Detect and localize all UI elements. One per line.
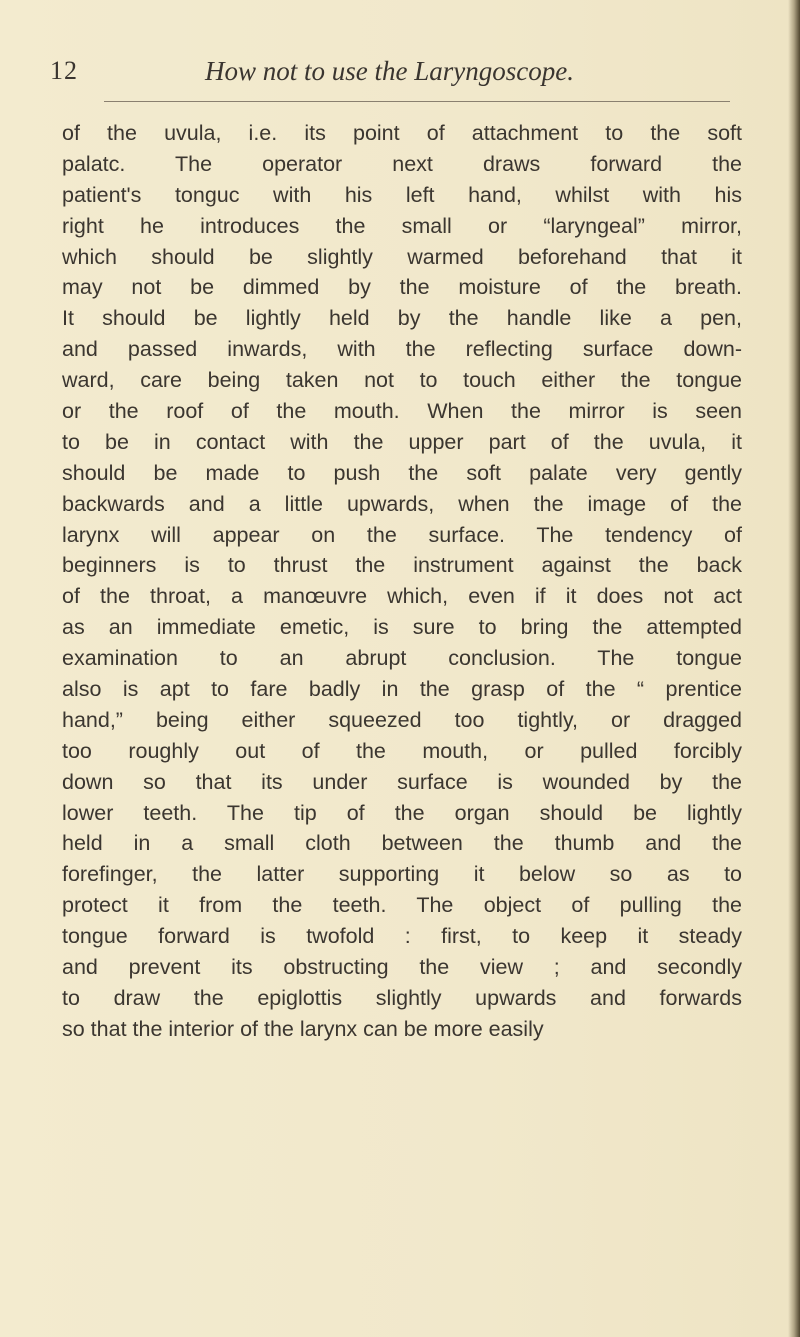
text-line: may not be dimmed by the moisture of the breath. (62, 275, 742, 300)
text-line: patient's tonguc with his left hand, whilst with his (62, 182, 742, 207)
text-line: right he introduces the small or “laryngeal” mirror, (62, 213, 742, 238)
page-edge-shadow (788, 0, 800, 1337)
text-line: held in a small cloth between the thumb and the (62, 831, 742, 856)
text-line: hand,” being either squeezed too tightly, or dragged (62, 707, 742, 732)
text-line: to be in contact with the upper part of the uvula, it (62, 429, 742, 454)
text-line: tongue forward is twofold : first, to keep it steady (62, 924, 742, 949)
text-line: and passed inwards, with the reflecting surface down- (62, 337, 742, 362)
text-line: too roughly out of the mouth, or pulled forcibly (62, 738, 742, 763)
text-line: larynx will appear on the surface. The tendency of (62, 522, 742, 547)
text-line: backwards and a little upwards, when the image of the (62, 491, 742, 516)
body-paragraph (62, 118, 742, 1045)
text-line: so that the interior of the larynx can be more easily (62, 1016, 544, 1041)
text-line: should be made to push the soft palate very gently (62, 460, 742, 485)
text-line: palatc. The operator next draws forward the (62, 151, 742, 176)
text-line: protect it from the teeth. The object of pulling the (62, 893, 742, 918)
text-line: ward, care being taken not to touch either the tongue (62, 368, 742, 393)
running-head (50, 56, 750, 96)
text-line: as an immediate emetic, is sure to bring the attempted (62, 615, 742, 640)
page-number: 12 (50, 56, 78, 85)
text-line: also is apt to fare badly in the grasp of the “ prentice (62, 677, 742, 702)
text-line: of the throat, a manœuvre which, even if it does not act (62, 584, 742, 609)
text-line: to draw the epiglottis slightly upwards and forwards (62, 985, 742, 1010)
text-line: examination to an abrupt conclusion. The tongue (62, 646, 742, 671)
text-line: forefinger, the latter supporting it below so as to (62, 862, 742, 887)
running-title: How not to use the Laryngoscope. (205, 56, 574, 86)
text-line: lower teeth. The tip of the organ should be lightly (62, 800, 742, 825)
text-line: of the uvula, i.e. its point of attachment to the soft (62, 121, 742, 145)
header-rule (104, 101, 730, 102)
text-line: and prevent its obstructing the view ; and secondly (62, 955, 742, 980)
text-line: down so that its under surface is wounded by the (62, 769, 742, 794)
text-line: which should be slightly warmed beforehand that it (62, 244, 742, 269)
text-line: beginners is to thrust the instrument against the back (62, 553, 742, 578)
text-line: It should be lightly held by the handle like a pen, (62, 306, 742, 331)
text-line: or the roof of the mouth. When the mirror is seen (62, 399, 742, 424)
